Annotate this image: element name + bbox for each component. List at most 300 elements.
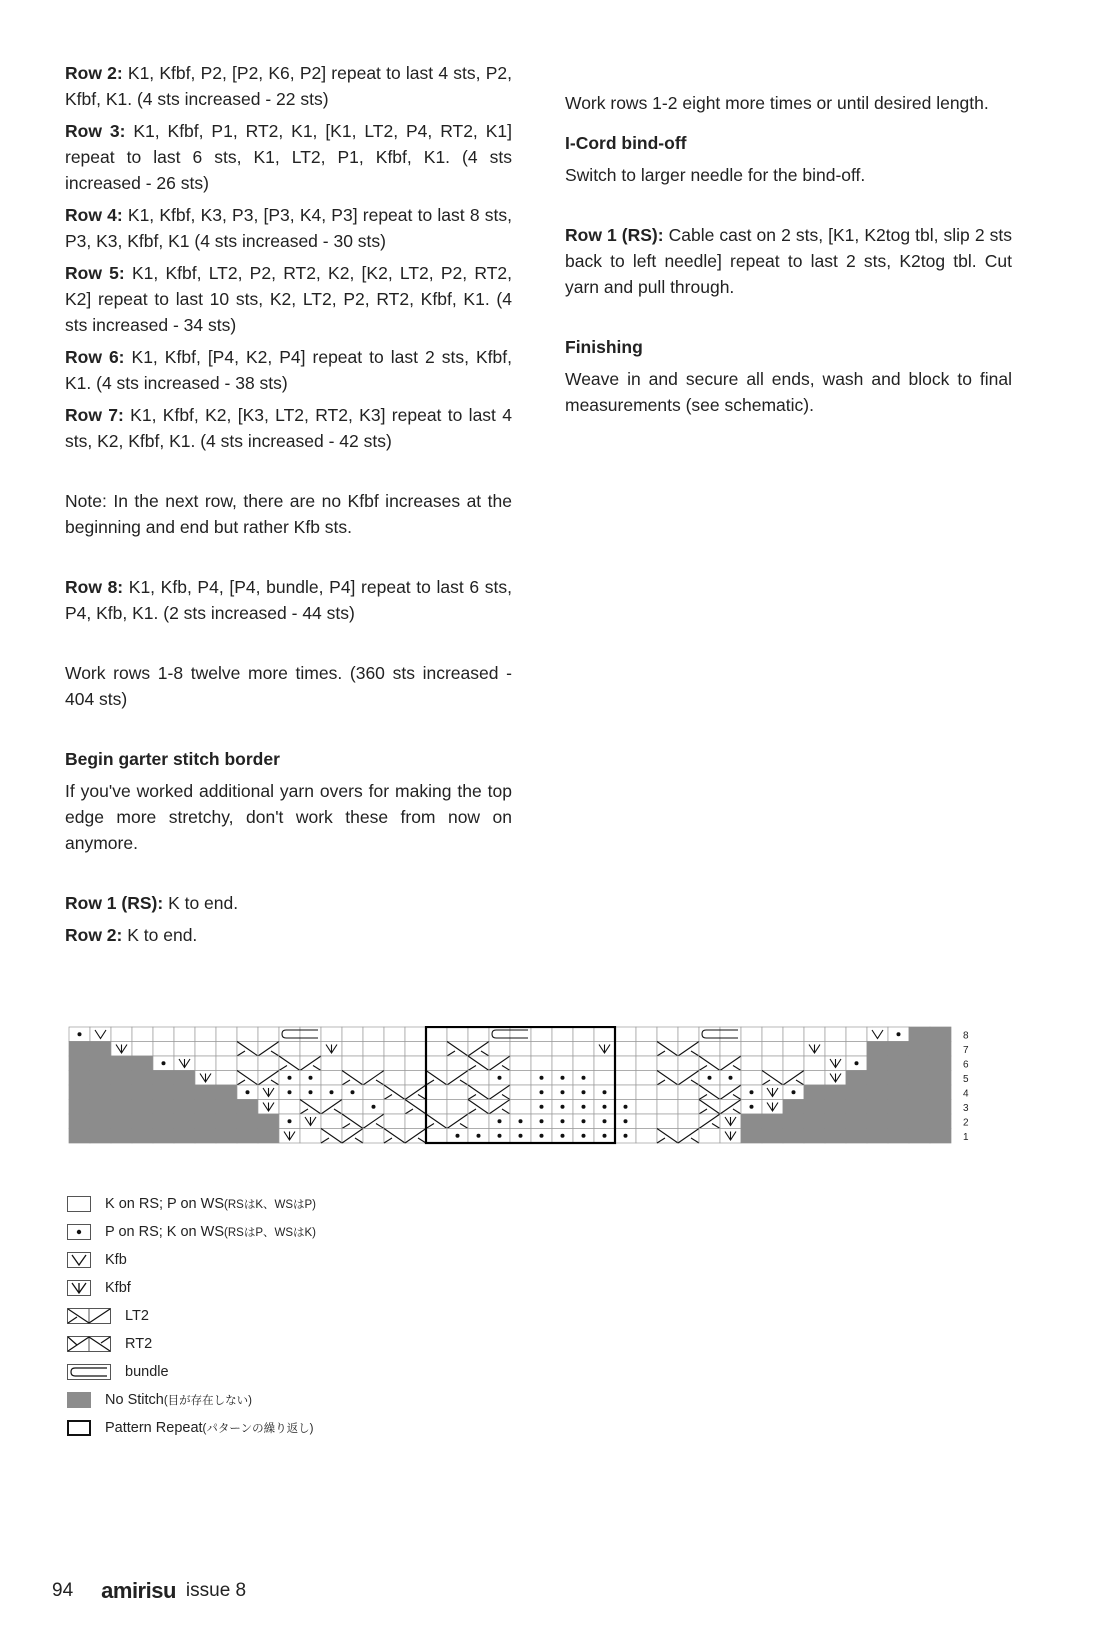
- chart-purl-dot: [855, 1061, 859, 1065]
- chart-cell: [930, 1100, 951, 1115]
- chart-cell: [69, 1042, 90, 1057]
- chart-cell: [762, 1042, 783, 1057]
- chart-cell: [678, 1027, 699, 1042]
- chart-cell: [636, 1042, 657, 1057]
- chart-cell: [111, 1129, 132, 1144]
- chart-cell: [216, 1114, 237, 1129]
- chart-cell: [300, 1042, 321, 1057]
- chart-cell: [594, 1027, 615, 1042]
- chart-cell: [342, 1027, 363, 1042]
- chart-cell: [153, 1042, 174, 1057]
- chart-cell: [909, 1071, 930, 1086]
- chart-cell: [69, 1114, 90, 1129]
- chart-cell: [426, 1056, 447, 1071]
- row6-instruction: Row 6: K1, Kfbf, [P4, K2, P4] repeat to last 2 sts, Kfbf, K1. (4 sts increased - 38 sts): [65, 347, 512, 393]
- chart-purl-dot: [540, 1134, 544, 1138]
- chart-cell: [405, 1027, 426, 1042]
- icord-text: Switch to larger needle for the bind-off.: [565, 165, 866, 185]
- chart-cell: [153, 1114, 174, 1129]
- chart-cell: [804, 1056, 825, 1071]
- chart-cell: [279, 1042, 300, 1057]
- chart-cell: [888, 1042, 909, 1057]
- row2-instruction: Row 2: K1, Kfbf, P2, [P2, K6, P2] repeat to last 4 sts, P2, Kfbf, K1. (4 sts increased - 22 sts): [65, 63, 512, 109]
- page-number: 94: [52, 1580, 74, 1601]
- chart-cell: [132, 1129, 153, 1144]
- chart-cell: [111, 1027, 132, 1042]
- chart-cell: [909, 1056, 930, 1071]
- issue-label: issue 8: [185, 1580, 247, 1601]
- chart-purl-dot: [582, 1105, 586, 1109]
- chart-purl-dot: [561, 1119, 565, 1123]
- chart-cell: [153, 1027, 174, 1042]
- chart-cell: [384, 1056, 405, 1071]
- chart-cell: [195, 1042, 216, 1057]
- chart-cell: [909, 1042, 930, 1057]
- chart-cell: [909, 1129, 930, 1144]
- chart-cell: [594, 1071, 615, 1086]
- chart-cell: [447, 1100, 468, 1115]
- legend-pattern-repeat: Pattern Repeat(パターンの繰り返し): [67, 1414, 316, 1442]
- chart-cell: [699, 1042, 720, 1057]
- chart-cell: [930, 1085, 951, 1100]
- chart-cell: [195, 1085, 216, 1100]
- chart-purl-dot: [309, 1076, 313, 1080]
- chart-cell: [657, 1027, 678, 1042]
- chart-cell: [888, 1085, 909, 1100]
- chart-cell: [678, 1085, 699, 1100]
- chart-cell: [720, 1042, 741, 1057]
- chart-cell: [384, 1027, 405, 1042]
- chart-row-number: 4: [963, 1088, 969, 1100]
- chart-cell: [657, 1114, 678, 1129]
- chart-purl-dot: [582, 1076, 586, 1080]
- chart-cell: [930, 1056, 951, 1071]
- chart-purl-dot: [309, 1090, 313, 1094]
- chart-cell: [762, 1056, 783, 1071]
- finishing-text: Weave in and secure all ends, wash and block to final measurements (see schematic).: [565, 369, 1012, 415]
- chart-cell: [510, 1071, 531, 1086]
- chart-cell: [426, 1100, 447, 1115]
- chart-cell: [888, 1056, 909, 1071]
- chart-cell: [846, 1114, 867, 1129]
- legend-purl: P on RS; K on WS(RSはP、WSはK): [67, 1218, 316, 1246]
- chart-cell: [384, 1042, 405, 1057]
- repeat-instruction: Work rows 1-8 twelve more times. (360 sts increased - 404 sts): [65, 663, 512, 709]
- chart-cell: [111, 1114, 132, 1129]
- chart-cell: [132, 1056, 153, 1071]
- chart-cell: [573, 1056, 594, 1071]
- chart-cell: [153, 1100, 174, 1115]
- chart-cell: [111, 1100, 132, 1115]
- no-stitch-icon: [67, 1392, 91, 1408]
- chart-cell: [741, 1042, 762, 1057]
- chart-cell: [132, 1085, 153, 1100]
- chart-cell: [846, 1071, 867, 1086]
- legend-lt2: LT2: [67, 1302, 316, 1330]
- chart-cell: [867, 1071, 888, 1086]
- chart-purl-dot: [372, 1105, 376, 1109]
- chart-cell: [111, 1085, 132, 1100]
- chart-cell: [909, 1027, 930, 1042]
- purl-dot-icon: [67, 1224, 91, 1240]
- chart-cell: [132, 1071, 153, 1086]
- chart-cell: [615, 1042, 636, 1057]
- chart-cell: [384, 1071, 405, 1086]
- chart-cell: [510, 1100, 531, 1115]
- chart-cell: [615, 1071, 636, 1086]
- chart-cell: [804, 1114, 825, 1129]
- chart-cell: [867, 1042, 888, 1057]
- chart-cell: [279, 1100, 300, 1115]
- chart-cell: [762, 1027, 783, 1042]
- chart-cell: [468, 1114, 489, 1129]
- chart-purl-dot: [246, 1090, 250, 1094]
- chart-cell: [825, 1129, 846, 1144]
- chart-cell: [741, 1071, 762, 1086]
- chart-cell: [195, 1056, 216, 1071]
- chart-cell: [405, 1056, 426, 1071]
- chart-cell: [69, 1129, 90, 1144]
- chart-cell: [258, 1129, 279, 1144]
- chart-purl-dot: [624, 1134, 628, 1138]
- chart-cell: [636, 1085, 657, 1100]
- chart-cell: [90, 1042, 111, 1057]
- chart-cell: [930, 1129, 951, 1144]
- chart-cell: [804, 1027, 825, 1042]
- chart-cell: [888, 1071, 909, 1086]
- chart-cell: [636, 1129, 657, 1144]
- lt2-icon: [67, 1308, 111, 1324]
- chart-purl-dot: [708, 1076, 712, 1080]
- chart-purl-dot: [351, 1090, 355, 1094]
- chart-cell: [342, 1056, 363, 1071]
- legend-knit: K on RS; P on WS(RSはK、WSはP): [67, 1190, 316, 1218]
- chart-cell: [447, 1027, 468, 1042]
- chart-cell: [342, 1042, 363, 1057]
- chart-cell: [741, 1129, 762, 1144]
- chart-cell: [195, 1114, 216, 1129]
- chart-cell: [174, 1129, 195, 1144]
- chart-cell: [69, 1056, 90, 1071]
- chart-purl-dot: [729, 1076, 733, 1080]
- kfbf-icon: [67, 1280, 91, 1296]
- chart-cell: [888, 1129, 909, 1144]
- chart-cell: [426, 1085, 447, 1100]
- chart-cell: [930, 1042, 951, 1057]
- chart-cell: [321, 1056, 342, 1071]
- chart-purl-dot: [498, 1134, 502, 1138]
- chart-purl-dot: [498, 1076, 502, 1080]
- chart-cell: [300, 1027, 321, 1042]
- chart-cell: [573, 1042, 594, 1057]
- chart-cell: [132, 1114, 153, 1129]
- chart-cell: [426, 1027, 447, 1042]
- chart-cell: [111, 1056, 132, 1071]
- legend-rt2: RT2: [67, 1330, 316, 1358]
- amirisu-logo: amirisu: [101, 1578, 176, 1603]
- chart-cell: [510, 1085, 531, 1100]
- chart-cell: [825, 1085, 846, 1100]
- chart-cell: [174, 1042, 195, 1057]
- garter-row1: Row 1 (RS): K to end.: [65, 893, 239, 913]
- chart-purl-dot: [603, 1119, 607, 1123]
- chart-cell: [846, 1100, 867, 1115]
- chart-cell: [90, 1114, 111, 1129]
- chart-purl-dot: [540, 1119, 544, 1123]
- chart-legend: [67, 1190, 316, 1442]
- chart-cell: [867, 1056, 888, 1071]
- chart-row-number: 5: [963, 1074, 969, 1085]
- chart-cell: [216, 1085, 237, 1100]
- chart-purl-dot: [561, 1105, 565, 1109]
- garter-text: If you've worked additional yarn overs for making the top edge more stretchy, don't work these from now on anymore.: [65, 781, 512, 853]
- chart-cell: [510, 1056, 531, 1071]
- legend-no-stitch: No Stitch(目が存在しない): [67, 1386, 316, 1414]
- chart-cell: [846, 1027, 867, 1042]
- chart-cell: [615, 1085, 636, 1100]
- chart-cell: [930, 1071, 951, 1086]
- chart-cell: [636, 1071, 657, 1086]
- chart-cell: [405, 1114, 426, 1129]
- chart-cell: [552, 1056, 573, 1071]
- chart-row-number: 8: [963, 1030, 969, 1042]
- chart-purl-dot: [582, 1119, 586, 1123]
- chart-purl-dot: [519, 1119, 523, 1123]
- work-rows-text: Work rows 1-2 eight more times or until desired length.: [565, 93, 989, 113]
- chart-cell: [825, 1100, 846, 1115]
- chart-cell: [804, 1100, 825, 1115]
- chart-purl-dot: [540, 1076, 544, 1080]
- chart-cell: [888, 1114, 909, 1129]
- pattern-repeat-icon: [67, 1420, 91, 1436]
- row7-instruction: Row 7: K1, Kfbf, K2, [K3, LT2, RT2, K3] repeat to last 4 sts, K2, Kfbf, K1. (4 sts increased - 42 sts): [65, 405, 512, 451]
- legend-kfb: Kfb: [67, 1246, 316, 1274]
- chart-cell: [867, 1129, 888, 1144]
- chart-cell: [699, 1129, 720, 1144]
- chart-cell: [804, 1085, 825, 1100]
- chart-cell: [741, 1056, 762, 1071]
- chart-purl-dot: [456, 1134, 460, 1138]
- chart-cell: [195, 1100, 216, 1115]
- chart-cell: [216, 1042, 237, 1057]
- chart-cell: [237, 1114, 258, 1129]
- chart-cell: [153, 1129, 174, 1144]
- knitting-chart: [68, 1026, 1018, 1154]
- chart-cell: [90, 1056, 111, 1071]
- chart-cell: [552, 1027, 573, 1042]
- chart-purl-dot: [540, 1105, 544, 1109]
- chart-purl-dot: [498, 1119, 502, 1123]
- chart-cell: [363, 1042, 384, 1057]
- chart-purl-dot: [897, 1032, 901, 1036]
- chart-cell: [783, 1056, 804, 1071]
- chart-cell: [741, 1114, 762, 1129]
- chart-cell: [321, 1071, 342, 1086]
- chart-cell: [741, 1027, 762, 1042]
- chart-cell: [909, 1085, 930, 1100]
- chart-cell: [510, 1042, 531, 1057]
- chart-purl-dot: [561, 1134, 565, 1138]
- finishing-heading: Finishing: [565, 337, 643, 357]
- garter-row2: Row 2: K to end.: [65, 925, 198, 945]
- chart-cell: [720, 1027, 741, 1042]
- chart-cell: [762, 1114, 783, 1129]
- chart-cell: [174, 1100, 195, 1115]
- chart-cell: [342, 1100, 363, 1115]
- chart-cell: [363, 1129, 384, 1144]
- chart-cell: [825, 1042, 846, 1057]
- chart-cell: [783, 1027, 804, 1042]
- chart-purl-dot: [519, 1134, 523, 1138]
- chart-svg: [68, 1026, 1018, 1154]
- chart-cell: [90, 1085, 111, 1100]
- chart-cell: [321, 1027, 342, 1042]
- chart-cell: [909, 1100, 930, 1115]
- chart-purl-dot: [582, 1134, 586, 1138]
- chart-cell: [867, 1100, 888, 1115]
- icord-heading: I-Cord bind-off: [565, 133, 687, 153]
- page-footer: [52, 1578, 246, 1604]
- chart-purl-dot: [540, 1090, 544, 1094]
- row8-instruction: Row 8: K1, Kfb, P4, [P4, bundle, P4] repeat to last 6 sts, P4, Kfb, K1. (2 sts increased - 44 sts): [65, 577, 512, 623]
- chart-cell: [174, 1027, 195, 1042]
- chart-cell: [804, 1129, 825, 1144]
- chart-row-number: 3: [963, 1103, 969, 1114]
- chart-cell: [846, 1085, 867, 1100]
- chart-cell: [90, 1071, 111, 1086]
- chart-cell: [237, 1100, 258, 1115]
- garter-heading: Begin garter stitch border: [65, 749, 280, 769]
- chart-cell: [132, 1100, 153, 1115]
- chart-cell: [69, 1085, 90, 1100]
- row5-instruction: Row 5: K1, Kfbf, LT2, P2, RT2, K2, [K2, LT2, P2, RT2, K2] repeat to last 10 sts, K2, LT2, P2, RT2, Kfbf, K1. (4 sts increased - 34 sts): [65, 263, 512, 335]
- chart-cell: [447, 1056, 468, 1071]
- chart-cell: [216, 1129, 237, 1144]
- chart-cell: [174, 1071, 195, 1086]
- chart-cell: [405, 1042, 426, 1057]
- chart-cell: [825, 1027, 846, 1042]
- chart-cell: [447, 1085, 468, 1100]
- chart-cell: [636, 1056, 657, 1071]
- chart-cell: [468, 1027, 489, 1042]
- chart-purl-dot: [750, 1105, 754, 1109]
- chart-cell: [468, 1071, 489, 1086]
- chart-cell: [174, 1085, 195, 1100]
- chart-cell: [678, 1114, 699, 1129]
- chart-purl-dot: [78, 1032, 82, 1036]
- note-text: Note: In the next row, there are no Kfbf increases at the beginning and end but rather Kfb sts.: [65, 491, 512, 537]
- knit-box-icon: [67, 1196, 91, 1212]
- chart-cell: [405, 1071, 426, 1086]
- chart-row-number: 1: [963, 1132, 969, 1143]
- chart-cell: [216, 1056, 237, 1071]
- chart-cell: [363, 1027, 384, 1042]
- chart-cell: [657, 1085, 678, 1100]
- chart-cell: [258, 1114, 279, 1129]
- chart-purl-dot: [330, 1090, 334, 1094]
- chart-cell: [867, 1085, 888, 1100]
- chart-cell: [636, 1100, 657, 1115]
- chart-cell: [510, 1027, 531, 1042]
- chart-cell: [363, 1085, 384, 1100]
- chart-cell: [762, 1129, 783, 1144]
- chart-cell: [678, 1100, 699, 1115]
- chart-purl-dot: [624, 1105, 628, 1109]
- chart-cell: [153, 1085, 174, 1100]
- chart-cell: [573, 1027, 594, 1042]
- chart-cell: [783, 1042, 804, 1057]
- chart-cell: [678, 1056, 699, 1071]
- chart-purl-dot: [582, 1090, 586, 1094]
- bundle-icon: [67, 1364, 111, 1380]
- chart-cell: [930, 1114, 951, 1129]
- chart-cell: [552, 1042, 573, 1057]
- chart-purl-dot: [561, 1076, 565, 1080]
- chart-cell: [195, 1027, 216, 1042]
- chart-cell: [69, 1071, 90, 1086]
- chart-cell: [363, 1056, 384, 1071]
- chart-purl-dot: [288, 1090, 292, 1094]
- chart-cell: [615, 1027, 636, 1042]
- chart-cell: [132, 1042, 153, 1057]
- chart-cell: [909, 1114, 930, 1129]
- row3-instruction: Row 3: K1, Kfbf, P1, RT2, K1, [K1, LT2, P4, RT2, K1] repeat to last 6 sts, K1, LT2, P1, Kfbf, K1. (4 sts increased - 26 sts): [65, 121, 512, 193]
- chart-purl-dot: [624, 1119, 628, 1123]
- chart-purl-dot: [603, 1105, 607, 1109]
- chart-cell: [489, 1042, 510, 1057]
- chart-cell: [846, 1129, 867, 1144]
- chart-cell: [426, 1129, 447, 1144]
- chart-cell: [825, 1114, 846, 1129]
- chart-cell: [846, 1042, 867, 1057]
- chart-cell: [531, 1042, 552, 1057]
- chart-cell: [531, 1027, 552, 1042]
- chart-cell: [426, 1042, 447, 1057]
- chart-row-number: 6: [963, 1059, 969, 1071]
- icord-row1: Row 1 (RS): Cable cast on 2 sts, [K1, K2tog tbl, slip 2 sts back to left needle] repeat to last 2 sts, K2tog tbl. Cut yarn and pull through.: [565, 225, 1012, 297]
- chart-cell: [237, 1027, 258, 1042]
- chart-cell: [69, 1100, 90, 1115]
- chart-purl-dot: [162, 1061, 166, 1065]
- chart-purl-dot: [288, 1076, 292, 1080]
- chart-purl-dot: [288, 1119, 292, 1123]
- chart-cell: [783, 1100, 804, 1115]
- chart-purl-dot: [477, 1134, 481, 1138]
- chart-cell: [594, 1056, 615, 1071]
- chart-cell: [321, 1114, 342, 1129]
- chart-cell: [804, 1071, 825, 1086]
- chart-cell: [216, 1071, 237, 1086]
- rt2-icon: [67, 1336, 111, 1352]
- chart-row-number: 7: [963, 1045, 969, 1056]
- chart-cell: [258, 1027, 279, 1042]
- chart-cell: [132, 1027, 153, 1042]
- kfb-icon: [67, 1252, 91, 1268]
- chart-cell: [888, 1100, 909, 1115]
- chart-cell: [237, 1129, 258, 1144]
- chart-cell: [384, 1100, 405, 1115]
- chart-cell: [90, 1100, 111, 1115]
- chart-cell: [216, 1100, 237, 1115]
- chart-cell: [636, 1027, 657, 1042]
- chart-purl-dot: [603, 1090, 607, 1094]
- chart-cell: [930, 1027, 951, 1042]
- chart-cell: [384, 1114, 405, 1129]
- legend-bundle: bundle: [67, 1358, 316, 1386]
- chart-cell: [174, 1114, 195, 1129]
- chart-cell: [258, 1056, 279, 1071]
- chart-cell: [111, 1071, 132, 1086]
